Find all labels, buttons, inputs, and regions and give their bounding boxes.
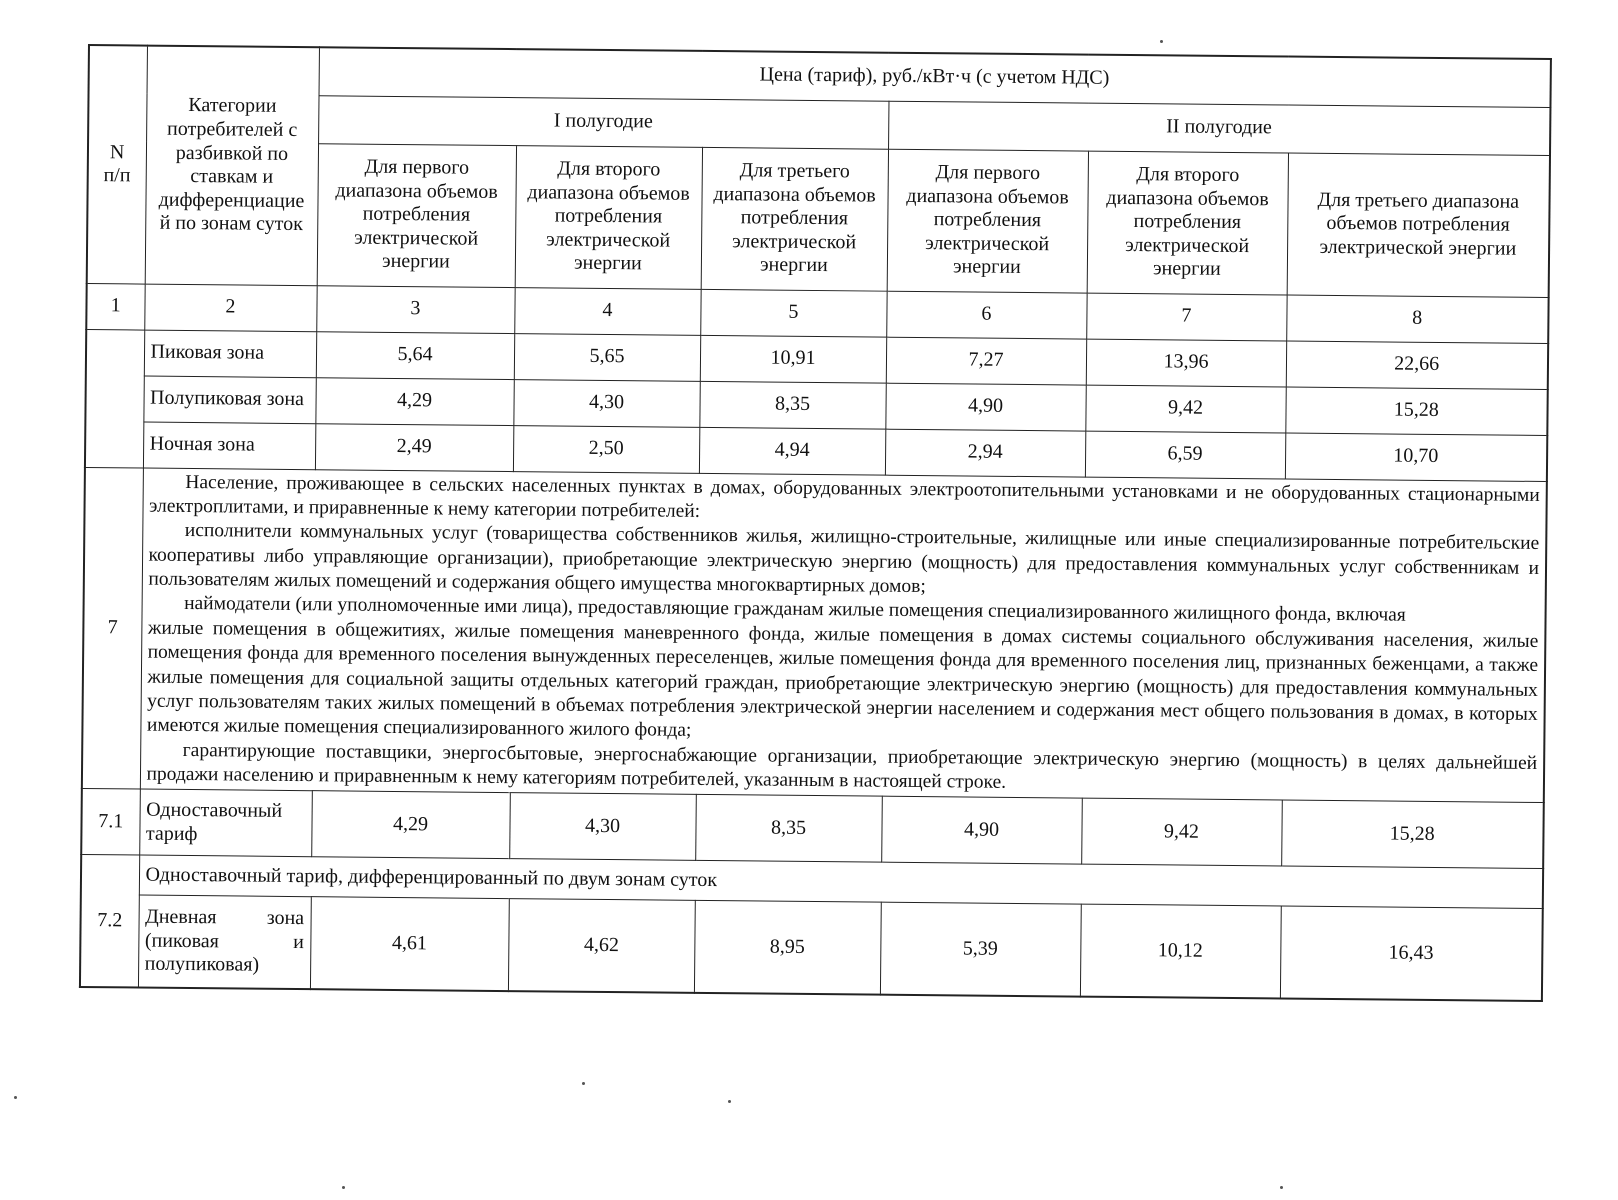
value-cell: 5,39	[880, 903, 1081, 997]
section-7-paragraph: наймодатели (или уполномоченные ими лица), предоставляющие гражданам жилые помещения специализированного жилищного фонда, включая	[184, 593, 1406, 627]
value-cell: 16,43	[1280, 906, 1543, 1001]
value-cell: 5,65	[514, 333, 700, 381]
colnum-1: 1	[86, 283, 144, 330]
value-cell: 4,90	[881, 797, 1082, 865]
row-7-1-num: 7.1	[81, 789, 140, 856]
scan-speck	[728, 1100, 731, 1103]
colnum-6: 6	[886, 291, 1086, 339]
row-7-1-name: Одноставочный тариф	[139, 789, 312, 857]
value-cell: 22,66	[1286, 341, 1548, 390]
colnum-4: 4	[514, 287, 700, 335]
scan-speck	[14, 1096, 17, 1099]
value-cell: 2,50	[513, 425, 699, 473]
header-range-3: Для третьего диапазона объемов потребления электрической энергии	[701, 147, 888, 291]
colnum-3: 3	[316, 285, 514, 333]
colnum-5: 5	[700, 289, 886, 337]
zone-name: Полупиковая зона	[143, 376, 315, 424]
header-range-5: Для второго диапазона объемов потребления электрической энергии	[1087, 151, 1288, 295]
value-cell: 15,28	[1285, 387, 1547, 436]
value-cell: 4,29	[311, 791, 510, 859]
tariff-table	[79, 44, 1552, 1002]
value-cell: 5,64	[316, 331, 514, 379]
colnum-2: 2	[144, 284, 316, 332]
header-half-2: II полугодие	[888, 101, 1550, 155]
value-cell: 2,49	[315, 423, 513, 471]
value-cell: 4,62	[508, 899, 695, 993]
row-7-2-day-zone	[80, 895, 1543, 1001]
section-7-row	[82, 467, 1547, 803]
zone-name: Ночная зона	[143, 422, 315, 470]
section-7-num: 7	[82, 467, 143, 789]
scan-speck	[342, 1186, 345, 1189]
value-cell: 4,30	[513, 379, 699, 427]
section-7-paragraph: гарантирующие поставщики, энергосбытовые, энергоснабжающие организации, приобретающие электрическую энергию (мощность) в целях дальнейшей продажи населению и приравненным к нему категориям потребителей, указанным в настоящей строке.	[146, 739, 1538, 793]
scan-speck	[1280, 1186, 1283, 1189]
header-category: Категории потребителей с разбивкой по ставкам и дифференциацие й по зонам суток	[145, 46, 319, 286]
value-cell: 8,95	[694, 901, 881, 995]
zone-name: Пиковая зона	[144, 330, 316, 378]
header-half-1: I полугодие	[318, 95, 888, 148]
section-7-paragraph: исполнители коммунальных услуг (товарищества собственников жилья, жилищно-строительные, жилищные или иные специализированные потребительские кооперативы либо управляющие организации), приобретающие электрическую энергию (мощность) для предоставления коммунальных услуг собственникам и пользователям жилых помещений и содержания общего имущества многоквартирных домов;	[148, 520, 1540, 598]
header-price: Цена (тариф), руб./кВт·ч (с учетом НДС)	[319, 47, 1551, 107]
value-cell: 15,28	[1281, 800, 1544, 869]
value-cell: 4,30	[509, 793, 696, 861]
colnum-7: 7	[1086, 293, 1286, 341]
row-7-2-title-text: Одноставочный тариф, дифференцированный по двум зонам суток	[139, 855, 1543, 908]
value-cell: 4,94	[699, 427, 885, 475]
value-cell: 8,35	[695, 795, 882, 863]
header-range-1: Для первого диапазона объемов потребления электрической энергии	[317, 143, 516, 287]
scan-speck	[1160, 40, 1163, 43]
value-cell: 10,91	[700, 335, 886, 383]
section-7-paragraph: жилые помещения в общежитиях, жилые помещения маневренного фонда, жилые помещения в домах системы социального обслуживания населения, жилые помещения фонда для временного поселения вынужденных переселенцев, жилые помещения фонда для временного поселения лиц, признанных беженцами, а также жилые помещения для социальной защиты отдельных категорий граждан, приобретающие электрическую энергию (мощность) для предоставления коммунальных услуг пользователям таких жилых помещений в объемах потребления электрической энергии населением и содержания мест общего пользования в домах, в которых имеются жилые помещения специализированного жилого фонда;	[146, 617, 1539, 742]
value-cell: 7,27	[886, 337, 1086, 385]
section-7-paragraph: Население, проживающее в сельских населенных пунктах в домах, оборудованных электроотопительными установками и не оборудованных стационарными электроплитами, и приравненные к нему категории потребителей:	[148, 471, 1540, 522]
value-cell: 8,35	[699, 381, 885, 429]
value-cell: 2,94	[885, 429, 1085, 477]
value-cell: 10,12	[1080, 904, 1281, 998]
value-cell: 4,90	[885, 383, 1085, 431]
colnum-8: 8	[1286, 295, 1548, 344]
header-range-6: Для третьего диапазона объемов потребления электрической энергии	[1287, 153, 1550, 298]
value-cell: 13,96	[1086, 339, 1286, 387]
header-range-4: Для первого диапазона объемов потребления электрической энергии	[887, 149, 1088, 293]
value-cell: 10,70	[1285, 433, 1547, 482]
value-cell: 4,61	[310, 897, 509, 991]
zone-num-empty	[85, 329, 144, 468]
scan-speck	[582, 1082, 585, 1085]
value-cell: 9,42	[1085, 385, 1285, 433]
value-cell: 6,59	[1085, 431, 1285, 479]
header-num: N п/п	[87, 45, 147, 284]
row-7-2-num: 7.2	[80, 855, 139, 988]
value-cell: 4,29	[315, 377, 513, 425]
row-7-2-name: Дневная зона (пиковая и полупиковая)	[138, 895, 311, 989]
value-cell: 9,42	[1081, 798, 1282, 866]
header-range-2: Для второго диапазона объемов потребления электрической энергии	[515, 145, 702, 289]
section-7-description	[140, 468, 1547, 803]
header-row-1	[89, 45, 1551, 107]
